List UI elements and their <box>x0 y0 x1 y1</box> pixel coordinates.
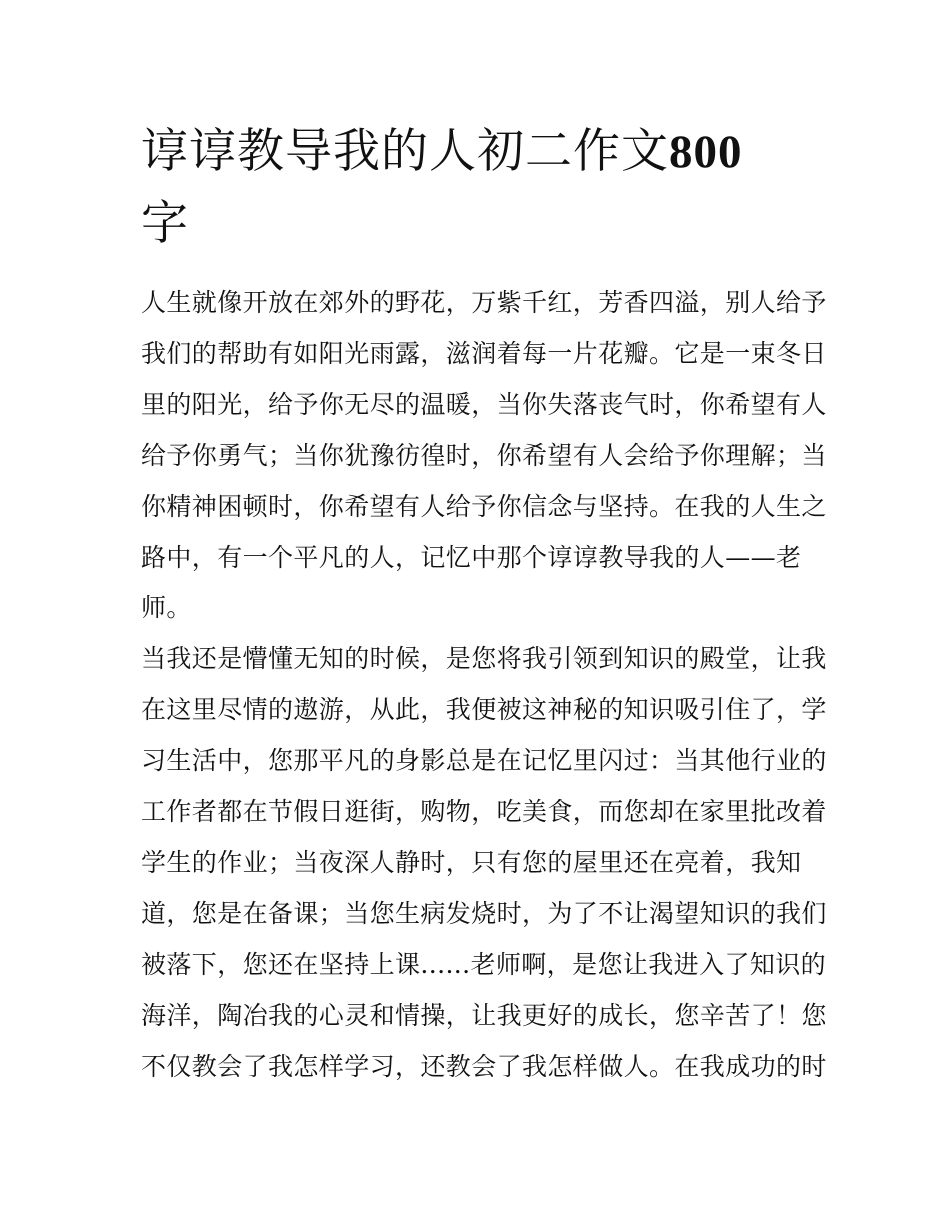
text-line: 在这里尽情的遨游，从此，我便被这神秘的知识吸引住了，学 <box>141 695 827 725</box>
text-line: 当我还是懵懂无知的时候，是您将我引领到知识的殿堂，让我 <box>141 644 827 674</box>
title-number: 800 <box>669 126 743 178</box>
text-line: 海洋，陶冶我的心灵和情操，让我更好的成长，您辛苦了！您 <box>141 1000 827 1030</box>
text-line: 你精神困顿时，你希望有人给予你信念与坚持。在我的人生之 <box>141 491 827 521</box>
paragraph-1 <box>141 278 827 634</box>
text-line: 不仅教会了我怎样学习，还教会了我怎样做人。在我成功的时 <box>141 1051 827 1081</box>
paragraph-2 <box>141 634 827 1092</box>
text-line: 道，您是在备课；当您生病发烧时，为了不让渴望知识的我们 <box>141 898 827 928</box>
title-suffix: 字 <box>141 196 189 251</box>
text-line: 习生活中，您那平凡的身影总是在记忆里闪过：当其他行业的 <box>141 746 827 776</box>
text-line: 学生的作业；当夜深人静时，只有您的屋里还在亮着，我知 <box>141 847 802 877</box>
text-line: 被落下，您还在坚持上课......老师啊，是您让我进入了知识的 <box>141 949 827 979</box>
document-title <box>141 116 821 260</box>
text-line: 人生就像开放在郊外的野花，万紫千红，芳香四溢，别人给予 <box>141 288 827 317</box>
text-line: 路中，有一个平凡的人，记忆中那个谆谆教导我的人——老 <box>141 542 802 572</box>
text-line: 给予你勇气；当你犹豫彷徨时，你希望有人会给予你理解；当 <box>141 440 827 470</box>
text-line: 我们的帮助有如阳光雨露，滋润着每一片花瓣。它是一束冬日 <box>141 338 827 368</box>
text-line: 里的阳光，给予你无尽的温暖，当你失落丧气时，你希望有人 <box>141 389 827 419</box>
text-line: 工作者都在节假日逛街，购物，吃美食，而您却在家里批改着 <box>141 797 827 827</box>
text-line: 师。 <box>141 593 192 623</box>
title-text: 谆谆教导我的人初二作文 <box>141 124 669 179</box>
document-body <box>141 278 827 1093</box>
